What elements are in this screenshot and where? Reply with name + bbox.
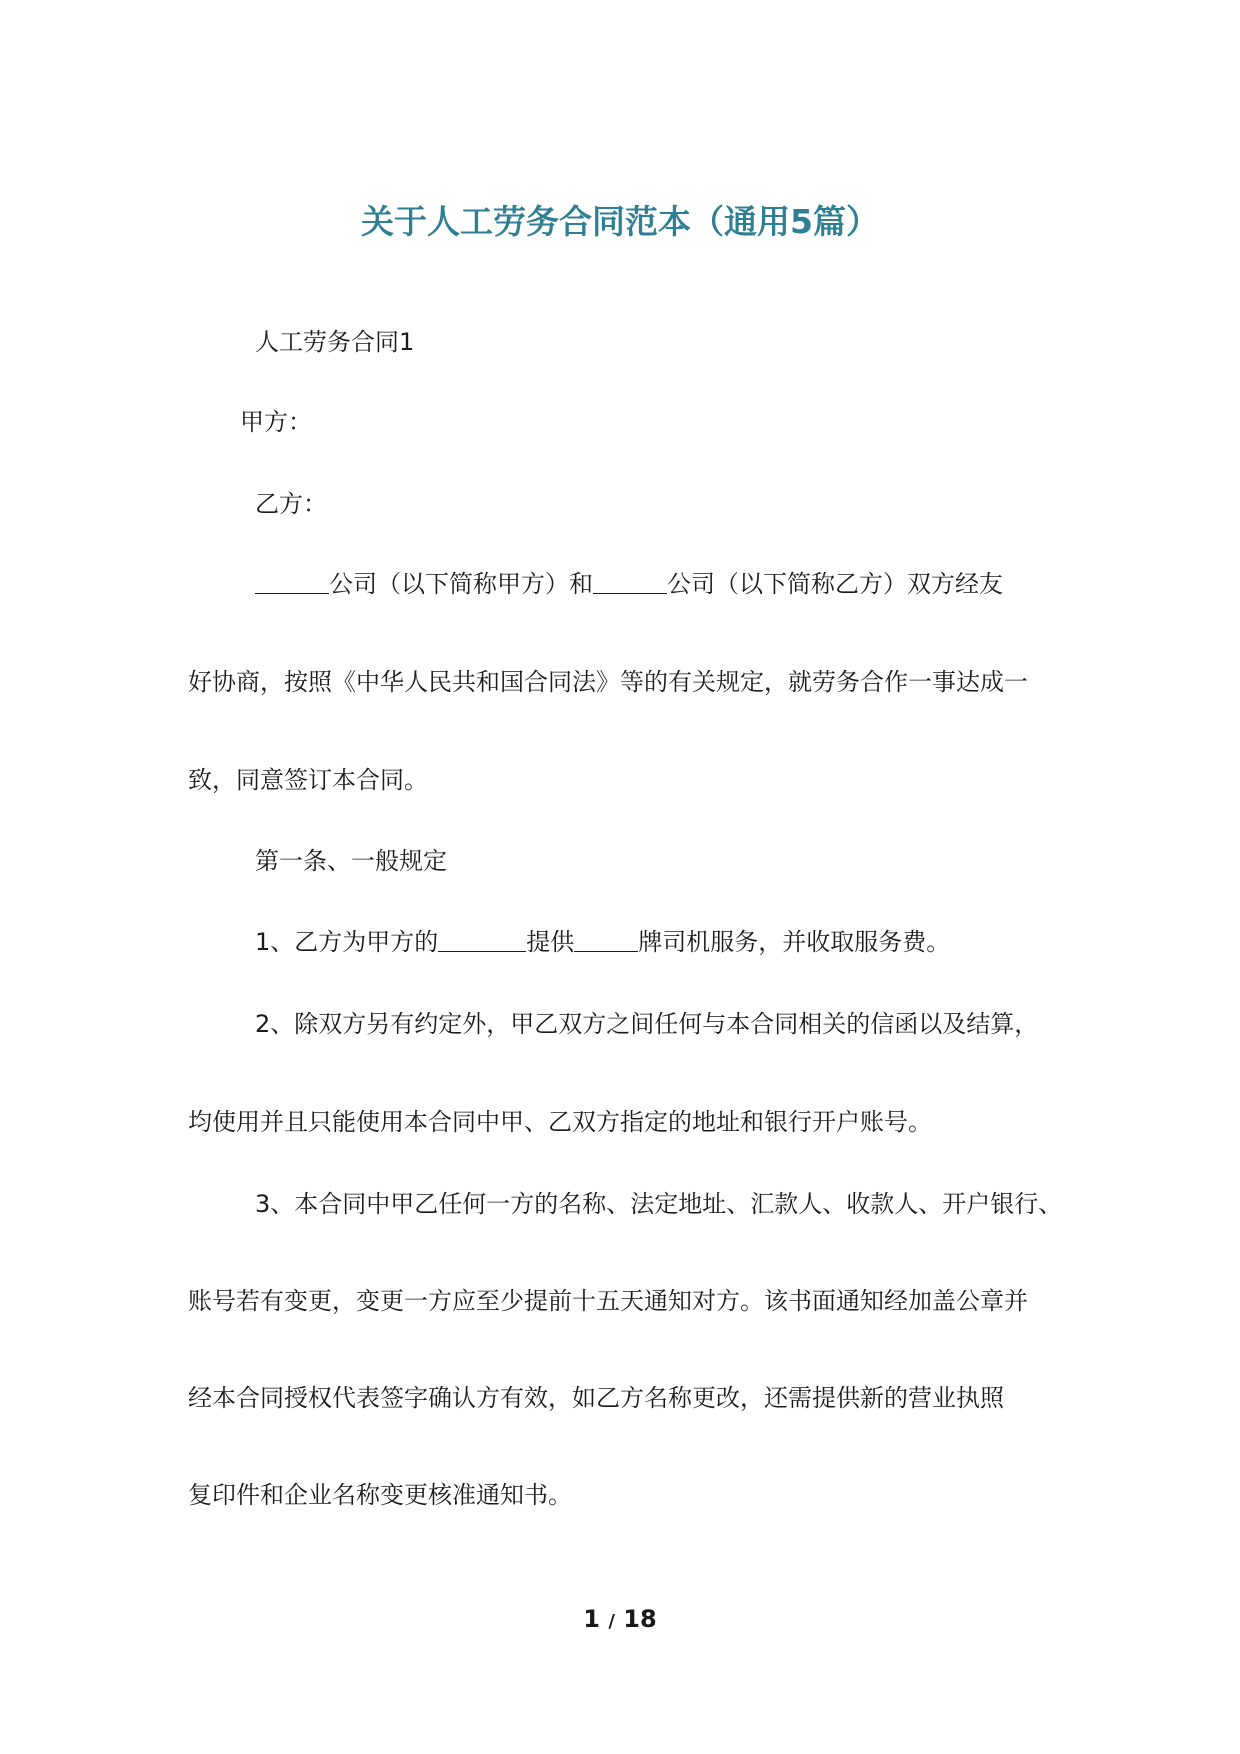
- current-page: 1: [583, 1605, 600, 1633]
- blank-field: [255, 569, 329, 594]
- blank-field: [593, 569, 667, 594]
- clause2-line-1: 2、除双方另有约定外，甲乙双方之间任何与本合同相关的信函以及结算，: [255, 1010, 1039, 1038]
- clause2-line-2: 均使用并且只能使用本合同中甲、乙双方指定的地址和银行开户账号。: [188, 1108, 932, 1136]
- clause1-part3: 牌司机服务，并收取服务费。: [638, 928, 951, 956]
- intro-text-part1: 公司（以下简称甲方）和: [329, 570, 593, 598]
- article1-heading: 第一条、一般规定: [255, 847, 447, 875]
- blank-field: [438, 927, 526, 952]
- clause3-line-2: 账号若有变更，变更一方应至少提前十五天通知对方。该书面通知经加盖公章并: [188, 1287, 1028, 1315]
- document-title: 关于人工劳务合同范本（通用5篇）: [361, 202, 879, 241]
- clause3-line-1: 3、本合同中甲乙任何一方的名称、法定地址、汇款人、收款人、开户银行、: [255, 1190, 1063, 1218]
- intro-line-3: 致，同意签订本合同。: [188, 766, 428, 794]
- intro-text-part2: 公司（以下简称乙方）双方经友: [667, 570, 1003, 598]
- total-pages: 18: [623, 1605, 657, 1633]
- party-a-label: 甲方：: [240, 408, 312, 436]
- clause1-part2: 提供: [526, 928, 575, 956]
- intro-line-1: [255, 568, 1003, 600]
- blank-field: [574, 927, 638, 952]
- page-separator: /: [608, 1611, 615, 1632]
- clause3-line-4: 复印件和企业名称变更核准通知书。: [188, 1481, 572, 1509]
- page-number: [0, 1605, 1240, 1633]
- party-b-label: 乙方：: [255, 490, 327, 518]
- section-heading: 人工劳务合同1: [255, 328, 415, 356]
- intro-line-2: 好协商，按照《中华人民共和国合同法》等的有关规定，就劳务合作一事达成一: [188, 668, 1028, 696]
- clause1-part1: 1、乙方为甲方的: [255, 928, 439, 956]
- clause3-line-3: 经本合同授权代表签字确认方有效，如乙方名称更改，还需提供新的营业执照: [188, 1384, 1004, 1412]
- clause1-line: [255, 926, 950, 958]
